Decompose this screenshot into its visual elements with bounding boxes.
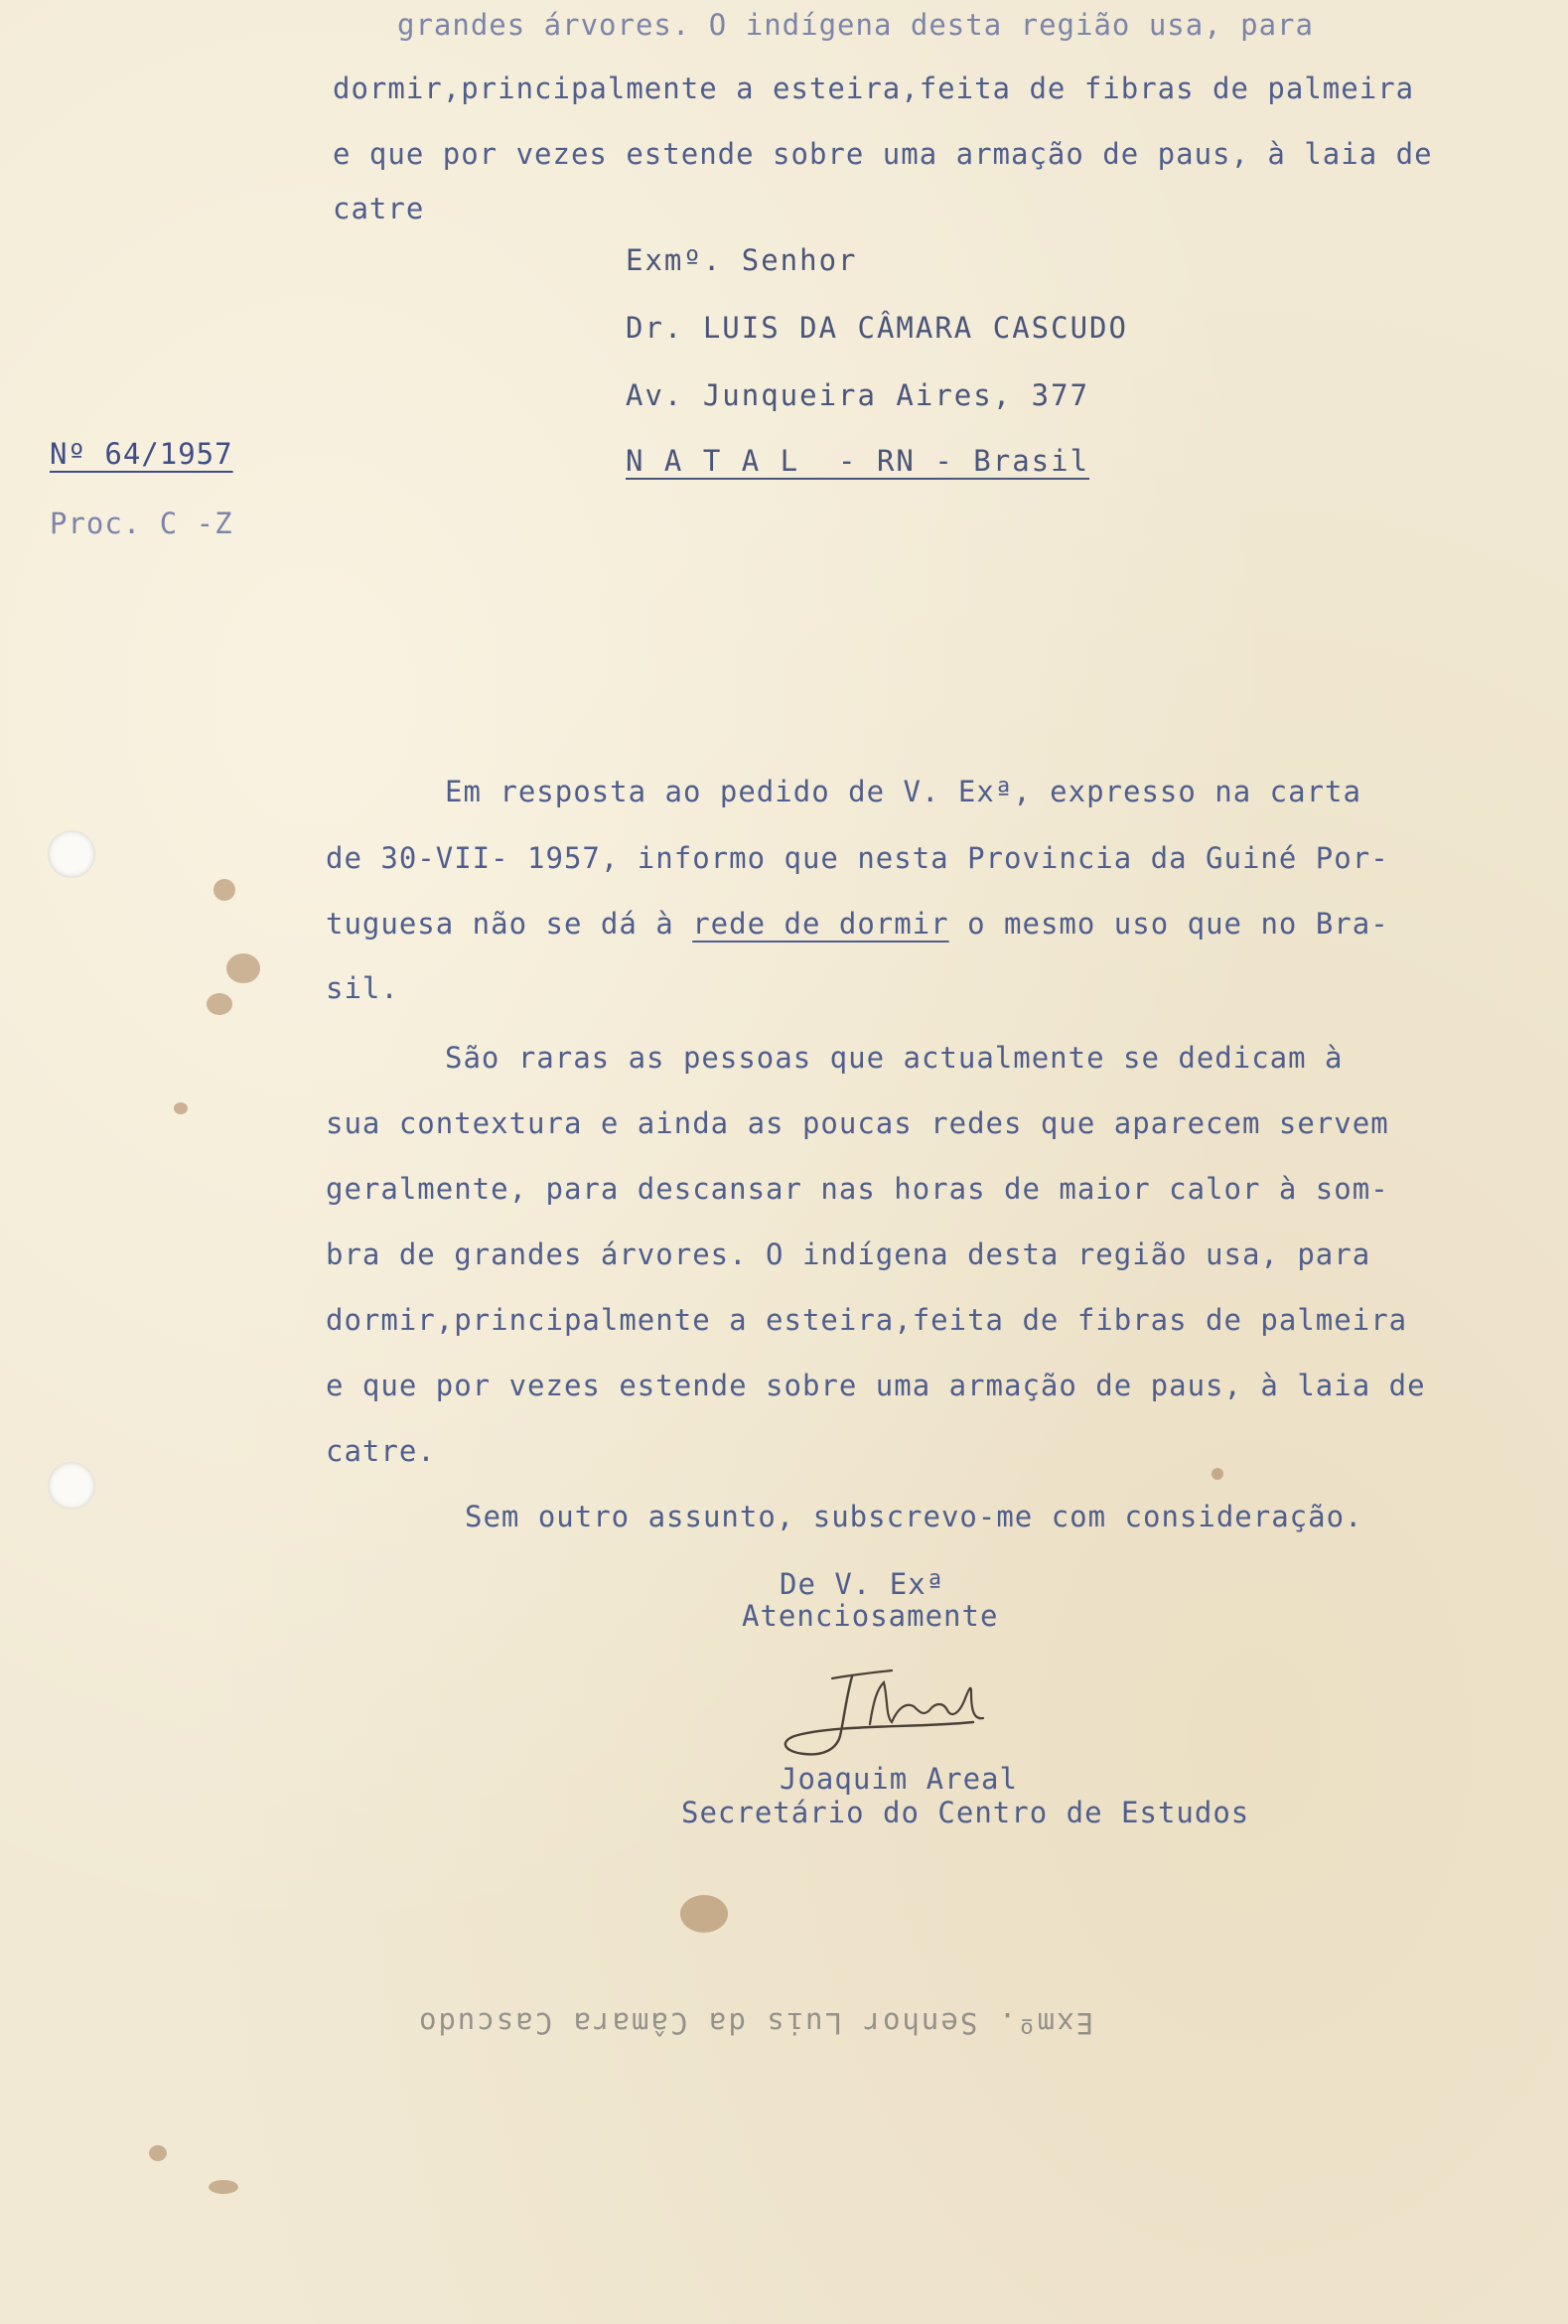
- punch-hole-top: [48, 830, 95, 878]
- carryover-line-4: catre: [333, 192, 425, 225]
- process-code: Proc. C -Z: [50, 507, 233, 540]
- carryover-line-2: dormir,principalmente a esteira,feita de fibras de palmeira: [333, 72, 1415, 105]
- paragraph1-line-4: sil.: [326, 971, 399, 1005]
- foxing-spot: [226, 953, 260, 983]
- paragraph1-text-a: tuguesa não se dá à: [326, 907, 693, 941]
- punch-hole-bottom: [48, 1462, 95, 1510]
- foxing-spot: [207, 993, 232, 1015]
- paragraph1-line-1: Em resposta ao pedido de V. Exª, expresso na carta: [445, 775, 1361, 808]
- recipient-street: Av. Junqueira Aires, 377: [626, 378, 1090, 412]
- signatory-title: Secretário do Centro de Estudos: [681, 1796, 1250, 1829]
- paragraph2-line-5: dormir,principalmente a esteira,feita de fibras de palmeira: [326, 1303, 1408, 1337]
- foxing-spot: [680, 1895, 728, 1933]
- rede-de-dormir-phrase: rede de dormir: [692, 907, 949, 941]
- reference-number: Nº 64/1957: [50, 437, 233, 471]
- recipient-city: N A T A L - RN - Brasil: [626, 444, 1090, 478]
- foxing-spot: [214, 879, 235, 901]
- bleed-through-text: Exmº. Senhor Luis da Câmara Cascudo: [417, 2006, 1094, 2040]
- paragraph2-line-2: sua contextura e ainda as poucas redes que aparecem servem: [326, 1106, 1389, 1140]
- foxing-spot: [174, 1102, 188, 1114]
- signature-greeting: De V. Exª: [780, 1567, 945, 1601]
- carryover-line-3: e que por vezes estende sobre uma armação de paus, à laia de: [333, 137, 1433, 171]
- foxing-spot: [149, 2145, 167, 2161]
- carryover-line-1: grandes árvores. O indígena desta região usa, para: [397, 8, 1314, 42]
- foxing-spot: [209, 2180, 238, 2194]
- paragraph1-text-b: o mesmo uso que no Bra-: [948, 907, 1389, 941]
- paragraph2-line-3: geralmente, para descansar nas horas de maior calor à som-: [326, 1172, 1389, 1206]
- recipient-name: Dr. LUIS DA CÂMARA CASCUDO: [626, 311, 1128, 345]
- signature-valediction: Atenciosamente: [742, 1599, 999, 1633]
- paragraph2-line-1: São raras as pessoas que actualmente se dedicam à: [445, 1041, 1344, 1075]
- signatory-name: Joaquim Areal: [780, 1762, 1018, 1796]
- closing-line: Sem outro assunto, subscrevo-me com consideração.: [465, 1500, 1363, 1533]
- paragraph2-line-7: catre.: [326, 1434, 436, 1468]
- handwritten-signature: [775, 1659, 1053, 1768]
- recipient-salutation: Exmº. Senhor: [626, 243, 858, 277]
- foxing-spot: [1212, 1468, 1223, 1480]
- paragraph2-line-6: e que por vezes estende sobre uma armação de paus, à laia de: [326, 1369, 1426, 1402]
- paragraph2-line-4: bra de grandes árvores. O indígena desta região usa, para: [326, 1237, 1371, 1271]
- paragraph1-line-2: de 30-VII- 1957, informo que nesta Provincia da Guiné Por-: [326, 841, 1389, 875]
- paragraph1-line-3: [326, 907, 1389, 941]
